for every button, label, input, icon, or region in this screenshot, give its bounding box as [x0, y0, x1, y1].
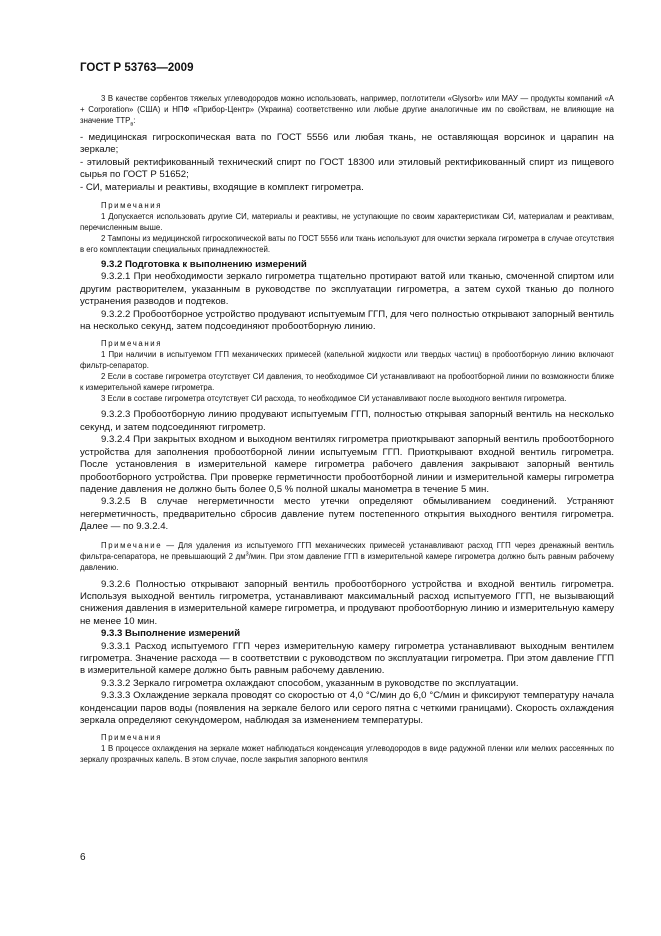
- paragraph-9-3-3-3: 9.3.3.3 Охлаждение зеркала проводят со скоростью от 4,0 °С/мин до 6,0 °С/мин и фиксируют температуру начала конденсации паров воды (появления на зеркале белого или серого пятна с четкими границами). Скорость охлаждения зеркала определяют секундомером, наблюдая за изменением температуры.: [80, 690, 614, 726]
- note-item: 2 Тампоны из медицинской гигроскопической ваты по ГОСТ 5556 или ткань используют для очистки зеркала гигрометра в случае отсутствия в его комплектации специальных принадлежностей.: [80, 234, 614, 255]
- note-superscript: 3: [245, 550, 249, 557]
- list-item: - этиловый ректификованный технический спирт по ГОСТ 18300 или этиловый ректификованный спирт из пищевого сырья по ГОСТ Р 51652;: [80, 156, 614, 181]
- paragraph-9-3-2-2: 9.3.2.2 Пробоотборное устройство продувают испытуемым ГГП, для чего полностью открывают запорный вентиль на несколько секунд, затем подсоединяют пробоотборную линию.: [80, 308, 614, 333]
- paragraph-9-3-2-4: 9.3.2.4 При закрытых входном и выходном вентилях гигрометра приоткрывают запорный вентиль пробоотборного устройства для заполнения пробоотборной линии испытуемым ГГП. Приоткрывают входной вентиль гигрометра. После установления в измерительной камере гигрометра рабочего давления закрывают запорный вентиль пробоотборного устройства. При проверке герметичности пробоотборной линии и измерительной камеры гигрометра падение давления не должно быть более 0,5 % полной шкалы манометра в течение 5 мин.: [80, 434, 614, 495]
- notes-label: Примечания: [101, 733, 163, 743]
- note-single: [80, 540, 614, 573]
- paragraph-9-3-3-2: 9.3.3.2 Зеркало гигрометра охлаждают способом, указанным в руководстве по эксплуатации.: [101, 677, 519, 689]
- paragraph-9-3-2-5: 9.3.2.5 В случае негерметичности место утечки определяют обмыливанием соединений. Устраняют негерметичность, предварительно сбросив давление путем постепенного открытия выходного вентиля гигрометра. Далее — по 9.3.2.4.: [80, 496, 614, 533]
- section-heading-9-3-2: 9.3.2 Подготовка к выполнению измерений: [101, 259, 307, 271]
- paragraph-9-3-2-3: 9.3.2.3 Пробоотборную линию продувают испытуемым ГГП, полностью открывая запорный вентиль на несколько секунд, и затем подсоединяют гигрометр.: [80, 409, 614, 433]
- document-page: [80, 62, 614, 765]
- notes-label: Примечания: [101, 201, 163, 211]
- note-3-subscript: в: [130, 121, 134, 128]
- section-heading-9-3-3: 9.3.3 Выполнение измерений: [101, 628, 241, 640]
- note-item: 1 При наличии в испытуемом ГГП механических примесей (капельной жидкости или твердых частиц) в пробоотборную линию включают фильтр-сепаратор.: [80, 350, 614, 371]
- document-header: ГОСТ Р 53763—2009: [80, 62, 194, 74]
- note-label: Примечание: [101, 540, 163, 550]
- note-3-sorbents: [80, 93, 614, 126]
- note-3-colon: :: [133, 116, 136, 125]
- list-item: - СИ, материалы и реактивы, входящие в комплект гигрометра.: [80, 181, 364, 193]
- note-item: 3 Если в составе гигрометра отсутствует СИ расхода, то необходимое СИ устанавливают после выходного вентиля гигрометра.: [101, 394, 567, 404]
- paragraph-9-3-3-1: 9.3.3.1 Расход испытуемого ГГП через измерительную камеру гигрометра устанавливают выходным вентилем гигрометра. Значение расхода — в соответствии с руководством по эксплуатации гигрометра. При этом давление ГГП в измерительной камере должно быть равным рабочему давлению.: [80, 640, 614, 677]
- paragraph-9-3-2-1: 9.3.2.1 При необходимости зеркало гигрометра тщательно протирают ватой или тканью, смоченной спиртом или другим растворителем, указанным в руководстве по эксплуатации гигрометра, а затем сухой тканью до полного устранения разводов и подтеков.: [80, 271, 614, 308]
- page-number: 6: [80, 852, 86, 863]
- paragraph-9-3-2-6: 9.3.2.6 Полностью открывают запорный вентиль пробоотборного устройства и входной вентиль гигрометра. Используя выходной вентиль гигрометра, устанавливают максимальный расход испытуемого ГГП, не вызывающий снижения давления в измерительной камере гигрометра, и продувают пробоотборную линию и измерительную камеру не менее 10 мин.: [80, 578, 614, 627]
- list-item: - медицинская гигроскопическая вата по ГОСТ 5556 или любая ткань, не оставляющая ворсинок и царапин на зеркале;: [80, 132, 614, 156]
- note-item: 1 Допускается использовать другие СИ, материалы и реактивы, не уступающие по своим характеристикам СИ, материалам и реактивам, перечисленным выше.: [80, 212, 614, 233]
- note-text-end: /мин. При этом давление ГГП в измерительной камере гигрометра должно быть равным рабочему давлению.: [80, 551, 614, 572]
- notes-label: Примечания: [101, 339, 163, 349]
- note-text: — Для удаления из испытуемого ГГП механических примесей устанавливают расход ГГП через дренажный вентиль фильтра-сепаратора, не превышающий 2 дм: [80, 540, 614, 561]
- note-item: 1 В процессе охлаждения на зеркале может наблюдаться конденсация углеводородов в виде радужной пленки или мелких рассеянных по зеркалу прозрачных капель. В этом случае, после закрытия запорного вентиля: [80, 744, 614, 765]
- note-3-text: 3 В качестве сорбентов тяжелых углеводородов можно использовать, например, поглотители «Glysorb» или МАУ — продукты компаний «А + Corporation» (США) и НПФ «Прибор-Центр» (Украина) соответственно или любые другие аналогичные им по свойствам, не влияющие на значение ТТР: [80, 94, 614, 125]
- note-item: 2 Если в составе гигрометра отсутствует СИ давления, то необходимое СИ устанавливают на пробоотборной линии по возможности ближе к измерительной камере гигрометра.: [80, 372, 614, 393]
